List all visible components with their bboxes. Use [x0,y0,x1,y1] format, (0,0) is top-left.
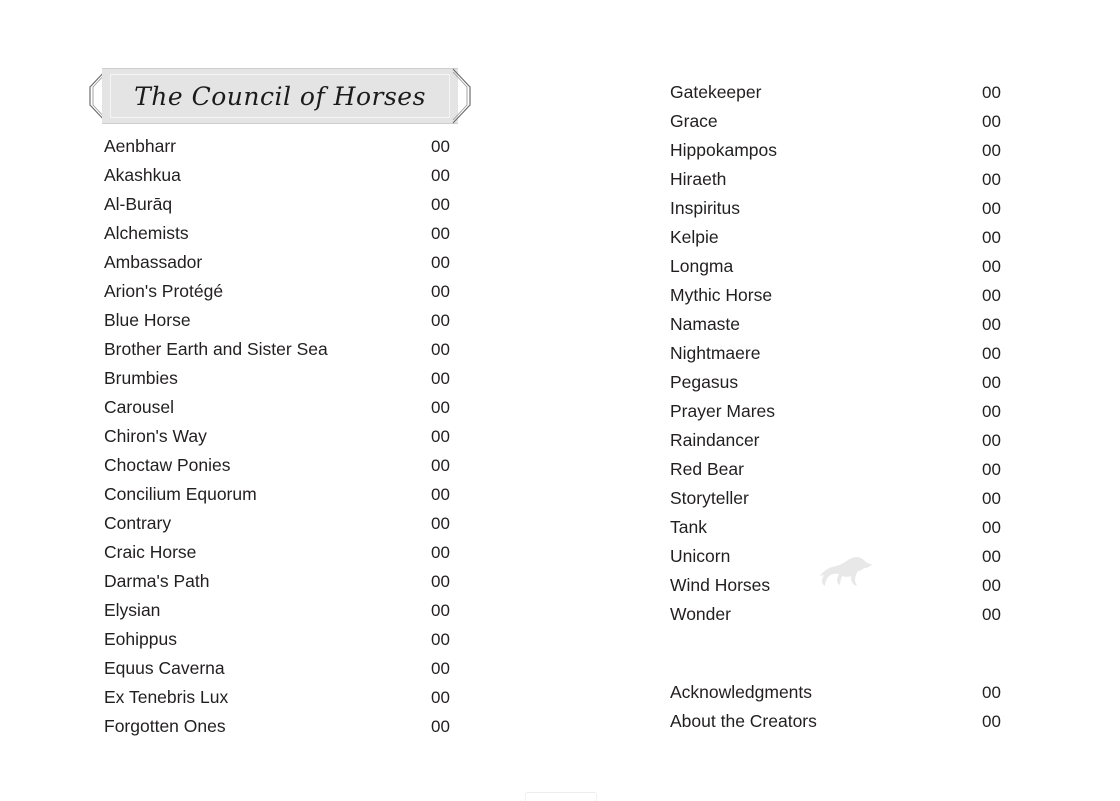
toc-entry-page-number: 00 [431,630,450,649]
toc-entry-label: Forgotten Ones [104,716,226,736]
toc-entry[interactable] [86,364,486,393]
toc-entry-label: Wind Horses [670,575,771,595]
toc-entry[interactable] [86,596,486,625]
toc-entry-page-number: 00 [431,369,450,388]
toc-entry[interactable] [86,538,486,567]
toc-entry-label: Blue Horse [104,310,191,330]
toc-entry-page-number: 00 [431,514,450,533]
toc-entry-page-number: 00 [982,547,1001,566]
toc-entry[interactable] [86,625,486,654]
toc-entry-page-number: 00 [982,170,1001,189]
toc-entry-label: Ex Tenebris Lux [104,687,229,707]
toc-entry[interactable] [86,277,486,306]
toc-entry-label: Brother Earth and Sister Sea [104,339,328,359]
toc-entry[interactable] [652,600,1052,629]
toc-entry[interactable] [86,219,486,248]
running-horse-ornament-icon [818,554,876,588]
page-title: The Council of Horses [134,81,426,111]
toc-entry-page-number: 00 [982,373,1001,392]
toc-entry-page-number: 00 [982,199,1001,218]
toc-entry-label: Wonder [670,604,731,624]
toc-entry-page-number: 00 [982,112,1001,131]
toc-entry-label: Prayer Mares [670,401,776,421]
toc-entry-page-number: 00 [982,712,1001,731]
toc-entry[interactable] [652,339,1052,368]
toc-entry-page-number: 00 [431,717,450,736]
toc-entry-label: Darma's Path [104,571,210,591]
toc-entry-label: Kelpie [670,227,719,247]
toc-entry[interactable] [86,654,486,683]
toc-entry-label: Gatekeeper [670,82,762,102]
toc-entry-page-number: 00 [431,166,450,185]
toc-entry-label: Pegasus [670,372,739,392]
toc-entry[interactable] [652,513,1052,542]
toc-entry[interactable] [86,190,486,219]
toc-entry-page-number: 00 [982,286,1001,305]
toc-entry-page-number: 00 [982,141,1001,160]
toc-entry-label: Arion's Protégé [104,281,224,301]
toc-entry-page-number: 00 [982,489,1001,508]
toc-entry-page-number: 00 [982,83,1001,102]
toc-entry-label: Acknowledgments [670,682,813,702]
toc-entry[interactable] [86,335,486,364]
toc-entry-page-number: 00 [431,427,450,446]
toc-entry[interactable] [652,165,1052,194]
toc-entry-label: Storyteller [670,488,749,508]
toc-entry-label: Hiraeth [670,169,727,189]
toc-entry[interactable] [652,136,1052,165]
toc-entry-page-number: 00 [431,572,450,591]
toc-entry-page-number: 00 [431,659,450,678]
toc-entry[interactable] [652,678,1052,707]
toc-entry[interactable] [652,194,1052,223]
toc-entry-label: Equus Caverna [104,658,225,678]
toc-entry-label: Namaste [670,314,741,334]
toc-entry-page-number: 00 [982,431,1001,450]
toc-entry-label: Ambassador [104,252,203,272]
toc-entry-page-number: 00 [431,688,450,707]
toc-entry[interactable] [652,707,1052,736]
toc-right-entries [652,78,1052,629]
toc-entry-label: Aenbharr [104,136,176,156]
toc-entry[interactable] [652,107,1052,136]
toc-entry-label: About the Creators [670,711,817,731]
toc-entry[interactable] [652,252,1052,281]
toc-entry[interactable] [86,567,486,596]
toc-entry-page-number: 00 [431,253,450,272]
toc-entry-label: Hippokampos [670,140,777,160]
toc-entry-label: Choctaw Ponies [104,455,231,475]
toc-entry[interactable] [652,484,1052,513]
toc-entry-label: Eohippus [104,629,177,649]
toc-entry[interactable] [86,306,486,335]
toc-entry-page-number: 00 [982,344,1001,363]
toc-entry-page-number: 00 [431,340,450,359]
toc-entry[interactable] [86,509,486,538]
toc-entry-label: Tank [670,517,707,537]
toc-entry-label: Contrary [104,513,172,533]
toc-entry-page-number: 00 [982,518,1001,537]
toc-entry[interactable] [652,281,1052,310]
toc-back-matter [652,678,1052,736]
toc-entry[interactable] [86,422,486,451]
toc-entry-label: Carousel [104,397,175,417]
toc-entry-page-number: 00 [431,224,450,243]
toc-entry-label: Akashkua [104,165,181,185]
title-banner [86,68,474,124]
toc-entry-label: Grace [670,111,718,131]
toc-entry[interactable] [652,310,1052,339]
toc-entry-label: Unicorn [670,546,731,566]
toc-entry-page-number: 00 [982,576,1001,595]
toc-entry-label: Red Bear [670,459,744,479]
toc-entry-page-number: 00 [982,683,1001,702]
toc-entry-label: Elysian [104,600,161,620]
toc-entry-page-number: 00 [982,228,1001,247]
toc-entry-label: Concilium Equorum [104,484,257,504]
toc-entry[interactable] [652,455,1052,484]
toc-entry[interactable] [86,248,486,277]
toc-entry-page-number: 00 [431,282,450,301]
toc-entry-page-number: 00 [431,543,450,562]
toc-entry-page-number: 00 [982,315,1001,334]
toc-entry-page-number: 00 [431,195,450,214]
toc-entry-page-number: 00 [982,460,1001,479]
toc-entry-page-number: 00 [431,311,450,330]
toc-entry-page-number: 00 [982,257,1001,276]
toc-entry[interactable] [86,712,486,741]
toc-entry-label: Nightmaere [670,343,761,363]
toc-entry-label: Raindancer [670,430,760,450]
toc-entry[interactable] [652,368,1052,397]
toc-entry-label: Chiron's Way [104,426,207,446]
toc-entry[interactable] [652,223,1052,252]
toc-entry-label: Mythic Horse [670,285,773,305]
toc-entry[interactable] [86,132,486,161]
toc-left-entries [86,132,486,741]
toc-entry-label: Alchemists [104,223,189,243]
toc-entry[interactable] [86,451,486,480]
toc-entry[interactable] [652,397,1052,426]
toc-entry[interactable] [652,78,1052,107]
toc-entry[interactable] [652,426,1052,455]
toc-entry-label: Longma [670,256,734,276]
toc-entry-label: Inspiritus [670,198,741,218]
toc-entry-page-number: 00 [431,485,450,504]
toc-entry[interactable] [86,161,486,190]
toc-entry-page-number: 00 [982,605,1001,624]
toc-entry-label: Brumbies [104,368,178,388]
toc-entry-page-number: 00 [431,137,450,156]
toc-entry-page-number: 00 [431,398,450,417]
toc-entry-page-number: 00 [431,601,450,620]
toc-entry[interactable] [86,480,486,509]
toc-entry[interactable] [86,683,486,712]
toc-entry-label: Craic Horse [104,542,197,562]
toc-entry-page-number: 00 [431,456,450,475]
toc-entry-label: Al-Burāq [104,194,173,214]
banner-ribbon-right-icon [452,68,474,124]
toc-entry-page-number: 00 [982,402,1001,421]
toc-entry[interactable] [86,393,486,422]
